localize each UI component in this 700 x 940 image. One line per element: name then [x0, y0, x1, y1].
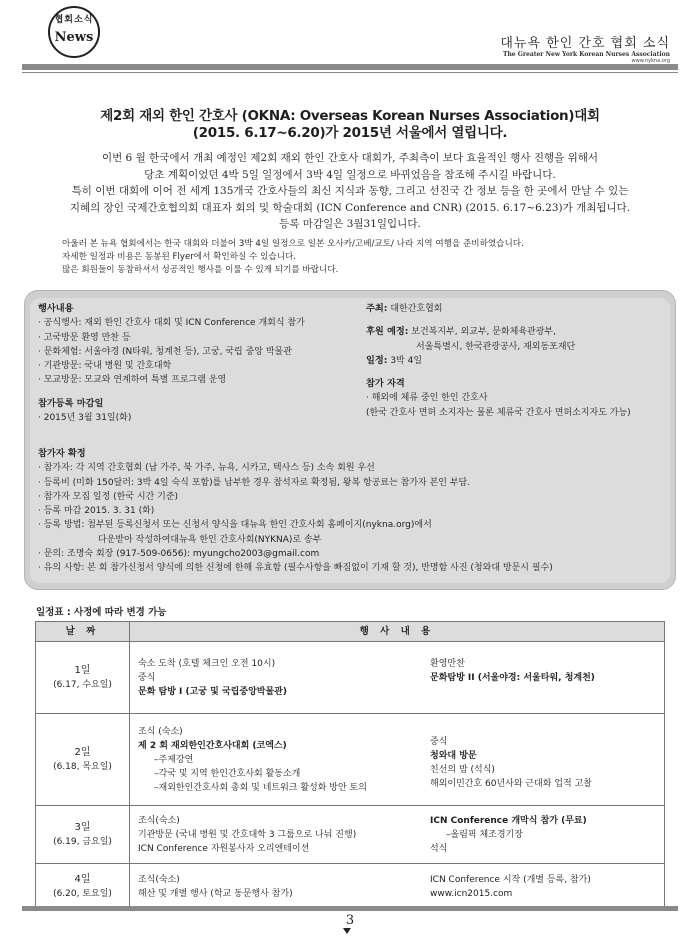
events-column — [38, 302, 358, 425]
qualification-item: · 해외에 체류 중인 한인 간호사 — [366, 393, 488, 404]
sponsor-value-cont: 서울특별시, 한국관광공사, 재외동포재단 — [416, 341, 576, 352]
masthead-english: The Greater New York Korean Nurses Association — [502, 51, 670, 58]
content-cell — [130, 714, 665, 806]
activity: 중식 — [430, 736, 448, 747]
host-label: 주최: — [366, 303, 388, 314]
event-item: · 공식행사: 재외 한인 간호사 대회 및 ICN Conference 개회식 참가 — [38, 318, 305, 329]
day-cell — [36, 864, 130, 910]
masthead — [500, 32, 670, 64]
note-item: · 유의 사항: 본 회 참가신청서 양식에 의한 신청에 한해 유효함 (필수사항을 빠짐없이 기재 할 것), 반명함 사진 (청와대 방문시 필수) — [38, 563, 553, 574]
day-date: (6.17, 수요일) — [53, 679, 112, 690]
confirm-item: · 등록 마감 2015. 3. 31 (화) — [38, 506, 155, 517]
table-row — [36, 642, 665, 714]
table-row — [36, 806, 665, 864]
footer-rule — [22, 906, 678, 911]
qualification-note: (한국 간호사 면허 소지자는 물론 체류국 간호사 면허소지자도 가능) — [366, 407, 631, 418]
page-number: 3 — [345, 913, 355, 928]
activity: 해외이민간호 60년사와 근대화 업적 고찰 — [430, 778, 593, 789]
intro-line: 이번 6 월 한국에서 개최 예정인 제2회 재외 한인 간호사 대회가, 주최측이 보다 효율적인 행사 진행을 위해서 — [101, 152, 599, 164]
day-date: (6.18, 목요일) — [53, 761, 112, 772]
schedule-label: 일정: — [366, 354, 388, 366]
day-label: 2일 — [74, 746, 91, 758]
sponsor-value: 보건복지부, 외교부, 문화체육관광부, — [411, 327, 556, 338]
intro-line: 지혜의 장인 국제간호협의회 대표자 회의 및 학술대회 (ICN Conference and CNR) (2015. 6.17~6.23)가 개최됩니다. — [69, 201, 631, 214]
day-cell — [36, 642, 130, 714]
contact-item: · 문의: 조명숙 회장 (917-509-0656): myungcho2003@gmail.com — [38, 549, 320, 560]
deadline-heading: 참가등록 마감일 — [38, 397, 104, 409]
activity: 중식 — [138, 672, 156, 683]
masthead-url: www.nykna.org — [631, 58, 670, 64]
table-row — [36, 864, 665, 910]
day-date: (6.20, 토요일) — [53, 888, 112, 899]
column-header-day: 날 짜 — [36, 622, 130, 642]
activity: 기관방문 (국내 병원 및 간호대학 3 그룹으로 나눠 진행) — [138, 829, 357, 840]
lead-line: 자세한 일정과 비용은 동봉된 Flyer에서 확인하실 수 있습니다. — [62, 252, 297, 262]
day-label: 3일 — [74, 821, 91, 833]
day-cell — [36, 806, 130, 864]
news-seal — [48, 6, 100, 58]
article-title-line2: (2015. 6.17~6.20)가 2015년 서울에서 열립니다. — [192, 125, 508, 141]
intro-line: 특히 이번 대회에 이어 전 세계 135개국 간호사들의 최신 지식과 동향, 그리고 선진국 간 정보 등을 한 곳에서 만날 수 있는 — [71, 185, 629, 197]
activity: –주제강연 — [154, 754, 194, 765]
article-title-line1: 제2회 재외 한인 간호사 (OKNA: Overseas Korean Nurses Association)대회 — [100, 108, 600, 124]
masthead-korean: 대뉴욕 한인 간호 협회 소식 — [500, 36, 670, 51]
day-label: 4일 — [74, 873, 91, 885]
day-date: (6.19, 금요일) — [53, 836, 112, 847]
content-cell — [130, 642, 665, 714]
header-rule-thin — [22, 72, 678, 73]
activity: 청와대 방문 — [430, 750, 477, 761]
day-label: 1일 — [74, 664, 91, 676]
activity: ICN Conference 개막식 참가 (무료) — [430, 815, 587, 826]
website-link[interactable]: www.icn2015.com — [430, 888, 513, 899]
event-item: · 모교방문: 모교와 연계하여 특별 프로그램 운영 — [38, 375, 227, 386]
event-item: · 기관방문: 국내 병원 및 간호대학 — [38, 361, 172, 372]
confirm-item: · 등록비 (미화 150달러: 3박 4일 숙식 포함)를 납부한 경우 참석자로 확정됨, 왕복 항공료는 참가자 본인 부담. — [38, 477, 471, 488]
header-rule — [22, 64, 678, 70]
page-marker-icon — [343, 928, 351, 934]
intro-line: 등록 마감일은 3월31일입니다. — [279, 218, 421, 230]
event-item: · 고국방문 환영 만찬 등 — [38, 332, 131, 343]
activity: 조식 (숙소) — [138, 726, 183, 737]
activity: 제 2 회 재외한인간호사대회 (코엑스) — [138, 740, 287, 751]
confirm-section — [38, 447, 668, 576]
activity: 조식(숙소) — [138, 874, 180, 885]
lead-paragraph — [62, 238, 642, 277]
activity: 친선의 밤 (석식) — [430, 764, 495, 775]
seal-top-text: 협회소식 — [54, 15, 94, 25]
activity: ICN Conference 시작 (개별 등록, 참가) — [430, 874, 591, 885]
sponsor-label: 후원 예정: — [366, 326, 409, 338]
activity: 숙소 도착 (호텔 체크인 오전 10시) — [138, 658, 276, 669]
confirm-item: · 등록 방법: 첨부된 등록신청서 또는 신청서 양식을 대뉴욕 한인 간호사회 홈페이지(nykna.org)에서 — [38, 520, 432, 531]
confirm-item-cont: 다운받아 작성하여대뉴욕 한인 간호사회(NYKNA)로 송부 — [98, 534, 322, 545]
activity: 문화탐방 II (서울야경: 서울타워, 청계천) — [430, 672, 595, 683]
event-item: · 문화체험: 서울야경 (N타워, 청계천 등), 고궁, 국립 중앙 박물관 — [38, 346, 292, 357]
activity: 해산 및 개별 행사 (학교 동문행사 참가) — [138, 888, 293, 899]
content-cell — [130, 806, 665, 864]
activity: 환영만찬 — [430, 658, 465, 669]
events-heading: 행사내용 — [38, 303, 74, 314]
confirm-item: · 참가자: 각 지역 간호협회 (남 가주, 북 가주, 뉴욕, 시카고, 텍사스 등) 소속 회원 우선 — [38, 463, 375, 474]
schedule-title: 일정표 : 사정에 따라 변경 가능 — [36, 607, 167, 618]
day-cell — [36, 714, 130, 806]
lead-line: 많은 회원들이 동참하셔서 성공적인 행사를 이룰 수 있게 되기를 바랍니다. — [62, 265, 339, 275]
host-column — [366, 302, 666, 420]
intro-line: 당초 계획이었던 4박 5일 일정에서 3박 4일 일정으로 바뀌었음을 참조해 주시길 바랍니다. — [144, 168, 556, 181]
host-value: 대한간호협회 — [390, 304, 443, 314]
lead-line: 아울러 본 뉴욕 협회에서는 한국 대회와 더불어 3박 4일 일정으로 일본 오사카/고베/교토/ 나라 지역 여행을 준비하였습니다. — [62, 239, 524, 249]
activity: 문화 탐방 I (고궁 및 국립중앙박물관) — [138, 686, 287, 697]
column-header-content: 행 사 내 용 — [130, 622, 665, 642]
activity: –올림픽 체조경기장 — [446, 829, 523, 840]
schedule-value: 3박 4일 — [390, 355, 423, 366]
table-row — [36, 714, 665, 806]
activity: ICN Conference 자원봉사자 오리엔테이션 — [138, 843, 310, 854]
seal-word: News — [54, 30, 94, 45]
confirm-heading: 참가자 확정 — [38, 448, 86, 459]
intro-paragraph — [60, 150, 640, 233]
content-cell — [130, 864, 665, 910]
confirm-item: · 참가자 모집 일정 (한국 시간 기준) — [38, 491, 179, 502]
schedule-table — [35, 621, 665, 910]
activity: –재외한인간호사회 총회 및 네트워크 활성화 방안 토의 — [154, 782, 367, 793]
activity: –각국 및 지역 한인간호사회 활동소개 — [154, 768, 301, 779]
deadline-value: · 2015년 3월 31일(화) — [38, 413, 132, 424]
qualification-heading: 참가 자격 — [366, 378, 405, 390]
activity: 석식 — [430, 843, 448, 854]
activity: 조식(숙소) — [138, 815, 180, 826]
